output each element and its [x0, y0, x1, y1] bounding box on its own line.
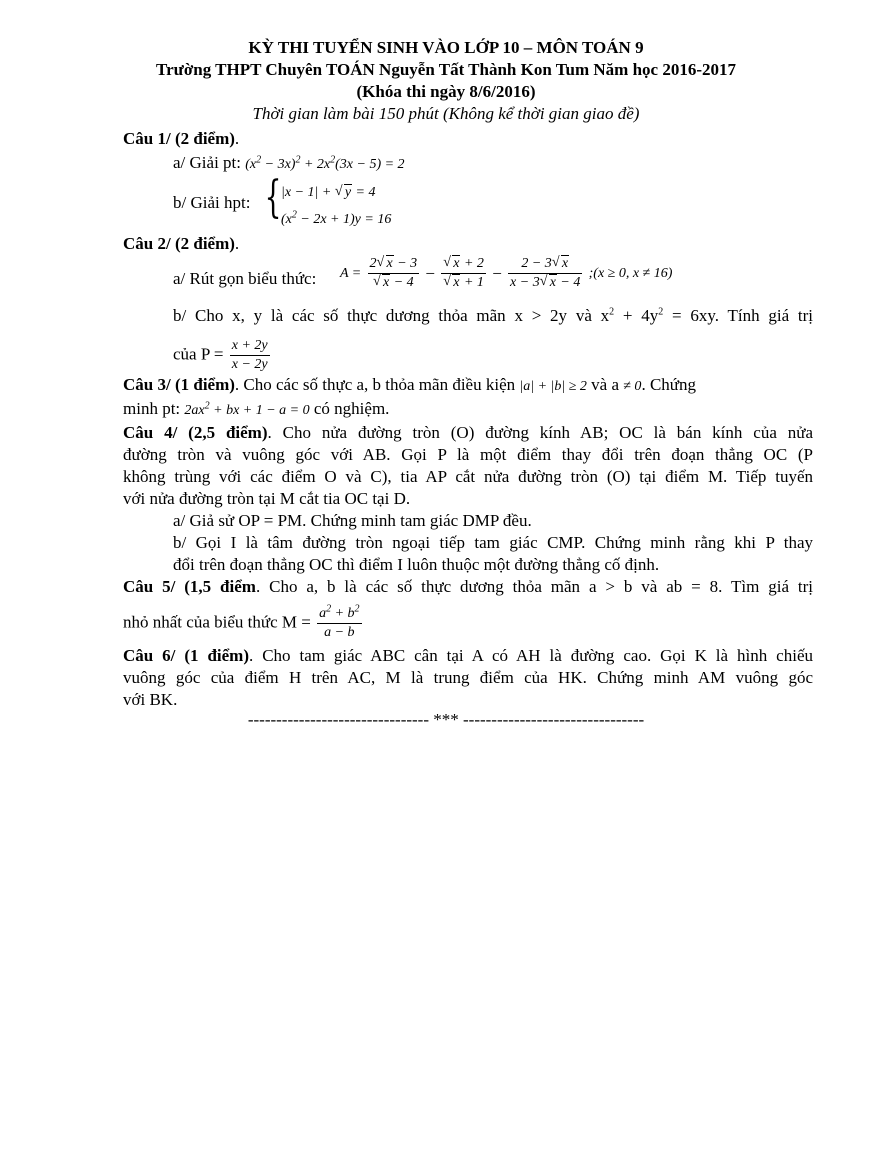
question-5-line1: Câu 5/ (1,5 điểm. Cho a, b là các số thực dương thỏa mãn a > b và ab = 8. Tìm giá trị: [123, 577, 814, 596]
question-1-heading: Câu 1/ (2 điểm).: [123, 129, 240, 148]
question-4b-line1: b/ Gọi I là tâm đường tròn ngoại tiếp tam giác CMP. Chứng minh rằng khi P thay: [173, 533, 813, 552]
exam-title: KỲ THI TUYỂN SINH VÀO LỚP 10 – MÔN TOÁN 9: [248, 38, 644, 57]
question-2b-line1: b/ Cho x, y là các số thực dương thỏa mãn x > 2y và $x^2 + 4y^2 = 6xy$. Tính giá trị: [173, 306, 813, 325]
question-2a-label: a/ Rút gọn biểu thức:: [173, 269, 317, 288]
school-name: Trường THPT Chuyên TOÁN Nguyễn Tất Thành Kon Tum Năm học 2016-2017: [156, 60, 736, 79]
equation-1b-line1: |x − 1| + √ y = 4: [281, 180, 375, 203]
equation-1a: $(x^2 - 3x)^2 + 2x^2(3x - 5) = 2$: [245, 154, 405, 172]
question-6-line2: vuông góc của điểm H trên AC, M là trung điểm của HK. Chứng minh AM vuông góc: [123, 668, 813, 687]
question-2-title: Câu 2/ (2 điểm): [123, 234, 235, 253]
question-3-line1: Câu 3/ (1 điểm). Cho các số thực a, b thỏa mãn điều kiện |a| + |b| ≥ 2 và a ≠ 0. Chứng: [123, 375, 696, 394]
question-6-title: Câu 6/ (1 điểm): [123, 646, 249, 665]
question-3-title: Câu 3/ (1 điểm): [123, 375, 235, 394]
question-1b-label: b/ Giải hpt:: [173, 193, 251, 212]
question-4-line2: đường tròn và vuông góc với AB. Gọi P là một điểm thay đổi trên đoạn thẳng OC (P: [123, 445, 813, 464]
question-4a: a/ Giả sử OP = PM. Chứng minh tam giác DMP đều.: [173, 511, 532, 530]
question-1a-label: a/ Giải pt:: [173, 153, 241, 172]
fraction-M: $\frac{a^2 + b^2}{a - b}$: [319, 603, 360, 640]
question-4-line3: không trùng với các điểm O và C), tia AP cắt nửa đường tròn (O) tại điểm M. Tiếp tuyến: [123, 467, 813, 486]
fraction-P: $\frac{x + 2y}{x - 2y}$: [231, 338, 268, 372]
exam-duration: Thời gian làm bài 150 phút (Không kể thời gian giao đề): [252, 104, 640, 123]
question-4-line4: với nửa đường tròn tại M cắt tia OC tại D.: [123, 489, 411, 508]
expression-2a: A = 2√ x − 3 √ x − 4 − √ x + 2 √ x + 1 − $\frac{2 - 3√ x}{x - 3√ x - 4}$ ;(x ≥ 0, x ≠ 16): [340, 256, 672, 291]
question-5-line2: nhỏ nhất của biểu thức M = $\frac{a^2 + b^2}{a - b}$: [123, 603, 360, 640]
question-1-title: Câu 1/ (2 điểm): [123, 129, 235, 148]
question-5-title: Câu 5/ (1,5 điểm: [123, 577, 256, 596]
exam-date: (Khóa thi ngày 8/6/2016): [356, 82, 536, 101]
system-brace: {: [264, 172, 282, 223]
question-2b-line2: của P = $\frac{x + 2y}{x - 2y}$: [173, 338, 268, 372]
end-separator: -------------------------------- *** --------------------------------: [247, 710, 645, 729]
question-1a: [173, 152, 405, 175]
equation-1b-line2: $(x^2 - 2x + 1)y = 16$: [281, 209, 392, 227]
question-4-line1: Câu 4/ (2,5 điểm). Cho nửa đường tròn (O) đường kính AB; OC là bán kính của nửa: [123, 423, 813, 442]
question-2-heading: Câu 2/ (2 điểm).: [123, 234, 240, 253]
question-4b-line2: đổi trên đoạn thẳng OC thì điểm I luôn thuộc một đường thẳng cố định.: [173, 555, 660, 574]
question-6-line3: với BK.: [123, 690, 178, 709]
question-4-title: Câu 4/ (2,5 điểm): [123, 423, 268, 442]
question-3-line2: minh pt: $2ax^2$ + bx + 1 − a = 0 có nghiệm.: [123, 399, 390, 418]
question-6-line1: Câu 6/ (1 điểm). Cho tam giác ABC cân tại A có AH là đường cao. Gọi K là hình chiếu: [123, 646, 813, 665]
